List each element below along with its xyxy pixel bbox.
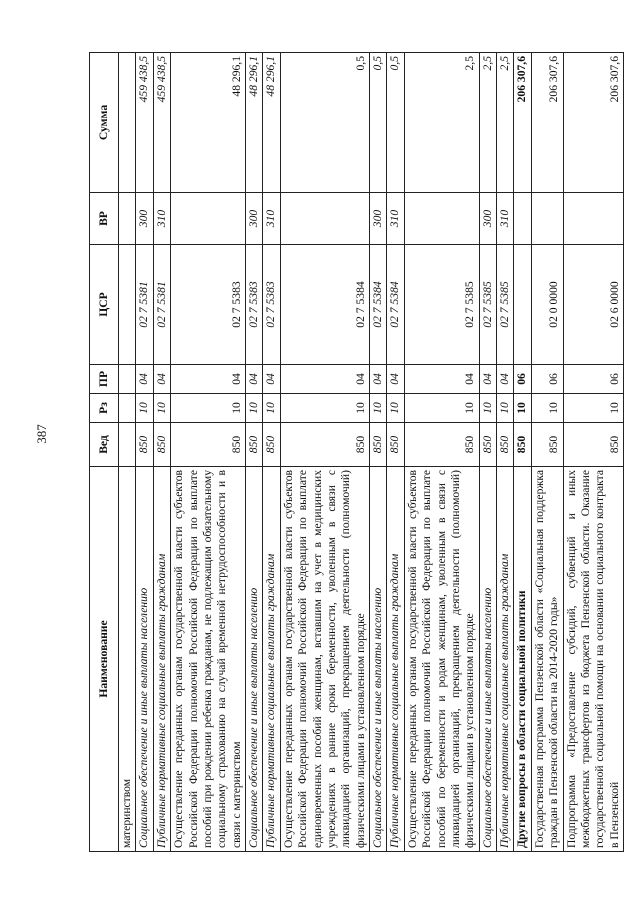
page-number: 387 [34,424,49,444]
cell-csr: 02 7 5385 [404,245,479,365]
cell-ved: 850 [153,423,170,467]
cell-sum: 459 438,5 [136,53,153,193]
cell-pr: 04 [136,365,153,394]
cell-pr: 06 [563,365,624,394]
cell-rz: 10 [153,394,170,423]
cell-name: Осуществление переданных органам государственной власти субъектов Российской Федерации полномочий Российской Федерации по выплате пособий при рождении ребенка гражданам, не подлежащим обязательному социальному страхованию на случай временной нетрудоспособности и в связи с материнством [171,467,246,852]
header-sum: Сумма [90,53,119,193]
cell-vr [531,193,563,245]
cell-sum: 206 307,6 [531,53,563,193]
cell-vr: 310 [153,193,170,245]
cell-sum: 2,5 [404,53,479,193]
cell-vr: 300 [479,193,496,245]
cell-rz: 10 [171,394,246,423]
cell-rz: 10 [563,394,624,423]
cell-sum: 0,5 [387,53,404,193]
cell-vr: 300 [370,193,387,245]
cell-name: Подпрограмма «Предоставление субсидий, субвенций и иных межбюджетных трансфертов из бюджета Пензенской области. Оказание государственной социальной помощи на основании социального контракта в Пензенской [563,467,624,852]
cell-csr: 02 7 5384 [387,245,404,365]
cell-pr: 04 [479,365,496,394]
cell-ved: 850 [246,423,263,467]
cell-name: Социальное обеспечение и иные выплаты населению [246,467,263,852]
table-row [136,53,153,852]
budget-table [89,52,624,852]
cell-csr [514,245,531,365]
cell-pr: 04 [263,365,280,394]
cell-pr: 04 [497,365,514,394]
table-row [246,53,263,852]
header-pr: ПР [90,365,119,394]
cell-sum: 48 296,1 [171,53,246,193]
cell-vr: 300 [246,193,263,245]
header-rz: Рз [90,394,119,423]
table-row [479,53,496,852]
table-row [514,53,531,852]
cell-sum [119,53,136,193]
cell-rz [119,394,136,423]
cell-pr: 04 [280,365,369,394]
cell-pr: 04 [246,365,263,394]
cell-name: Публичные нормативные социальные выплаты гражданам [497,467,514,852]
cell-pr: 04 [171,365,246,394]
cell-vr [280,193,369,245]
cell-csr: 02 6 0000 [563,245,624,365]
cell-csr: 02 0 0000 [531,245,563,365]
cell-pr: 06 [531,365,563,394]
table-body [119,53,624,852]
cell-rz: 10 [479,394,496,423]
table-row [119,53,136,852]
table-row [531,53,563,852]
cell-pr: 04 [153,365,170,394]
cell-sum: 206 307,6 [563,53,624,193]
cell-ved: 850 [387,423,404,467]
cell-sum: 0,5 [370,53,387,193]
cell-csr: 02 7 5383 [246,245,263,365]
header-csr: ЦСР [90,245,119,365]
cell-rz: 10 [136,394,153,423]
table-row [370,53,387,852]
cell-sum: 459 438,5 [153,53,170,193]
table-row [404,53,479,852]
header-vr: ВР [90,193,119,245]
cell-name: Социальное обеспечение и иные выплаты населению [479,467,496,852]
cell-ved: 850 [370,423,387,467]
cell-rz: 10 [370,394,387,423]
cell-ved: 850 [563,423,624,467]
cell-csr: 02 7 5381 [153,245,170,365]
cell-ved [119,423,136,467]
cell-sum: 2,5 [479,53,496,193]
cell-name: Публичные нормативные социальные выплаты гражданам [387,467,404,852]
cell-name: Социальное обеспечение и иные выплаты населению [370,467,387,852]
table-row [387,53,404,852]
cell-csr: 02 7 5385 [497,245,514,365]
cell-rz: 10 [404,394,479,423]
cell-pr [119,365,136,394]
cell-ved: 850 [497,423,514,467]
cell-vr [563,193,624,245]
cell-rz: 10 [280,394,369,423]
cell-csr: 02 7 5384 [280,245,369,365]
cell-ved: 850 [280,423,369,467]
cell-ved: 850 [479,423,496,467]
cell-csr: 02 7 5383 [171,245,246,365]
cell-name: Публичные нормативные социальные выплаты гражданам [263,467,280,852]
cell-sum: 0,5 [280,53,369,193]
table-row [280,53,369,852]
cell-vr [404,193,479,245]
cell-pr: 04 [370,365,387,394]
cell-vr [514,193,531,245]
cell-rz: 10 [531,394,563,423]
cell-rz: 10 [263,394,280,423]
cell-name: Осуществление переданных органам государственной власти субъектов Российской Федерации полномочий Российской Федерации по выплате единовременных пособий женщинам, вставшим на учет в медицинских учреждениях в ранние сроки беременности, уволенным в связи с ликвидацией организаций, прекращением деятельности (полномочий) физическими лицами в установленном порядке [280,467,369,852]
cell-csr: 02 7 5384 [370,245,387,365]
cell-vr: 310 [387,193,404,245]
cell-csr: 02 7 5383 [263,245,280,365]
cell-sum: 48 296,1 [246,53,263,193]
table-row [563,53,624,852]
cell-sum: 2,5 [497,53,514,193]
cell-sum: 48 296,1 [263,53,280,193]
cell-ved: 850 [531,423,563,467]
cell-ved: 850 [171,423,246,467]
budget-table-rotated [89,53,635,852]
cell-name: материнством [119,467,136,852]
cell-vr: 300 [136,193,153,245]
cell-vr [119,193,136,245]
table-header-row [90,53,119,852]
cell-rz: 10 [387,394,404,423]
cell-name: Другие вопросы в области социальной политики [514,467,531,852]
cell-ved: 850 [263,423,280,467]
cell-vr [171,193,246,245]
cell-rz: 10 [514,394,531,423]
cell-pr: 06 [514,365,531,394]
cell-pr: 04 [387,365,404,394]
cell-vr: 310 [497,193,514,245]
cell-name: Осуществление переданных органам государственной власти субъектов Российской Федерации полномочий Российской Федерации по выплате пособий по беременности и родам женщинам, уволенным в связи с ликвидацией организаций, прекращением деятельности (полномочий) физическими лицами в установленном порядке [404,467,479,852]
cell-ved: 850 [404,423,479,467]
cell-ved: 850 [136,423,153,467]
table-row [153,53,170,852]
cell-rz: 10 [497,394,514,423]
cell-vr: 310 [263,193,280,245]
cell-name: Социальное обеспечение и иные выплаты населению [136,467,153,852]
table-row [171,53,246,852]
cell-rz: 10 [246,394,263,423]
cell-csr [119,245,136,365]
cell-csr: 02 7 5381 [136,245,153,365]
cell-pr: 04 [404,365,479,394]
cell-sum: 206 307,6 [514,53,531,193]
cell-ved: 850 [514,423,531,467]
table-row [497,53,514,852]
table-row [263,53,280,852]
cell-name: Государственная программа Пензенской области «Социальная поддержка граждан в Пензенской области на 2014-2020 годы» [531,467,563,852]
cell-csr: 02 7 5385 [479,245,496,365]
header-name: Наименование [90,467,119,852]
cell-name: Публичные нормативные социальные выплаты гражданам [153,467,170,852]
header-ved: Вед [90,423,119,467]
